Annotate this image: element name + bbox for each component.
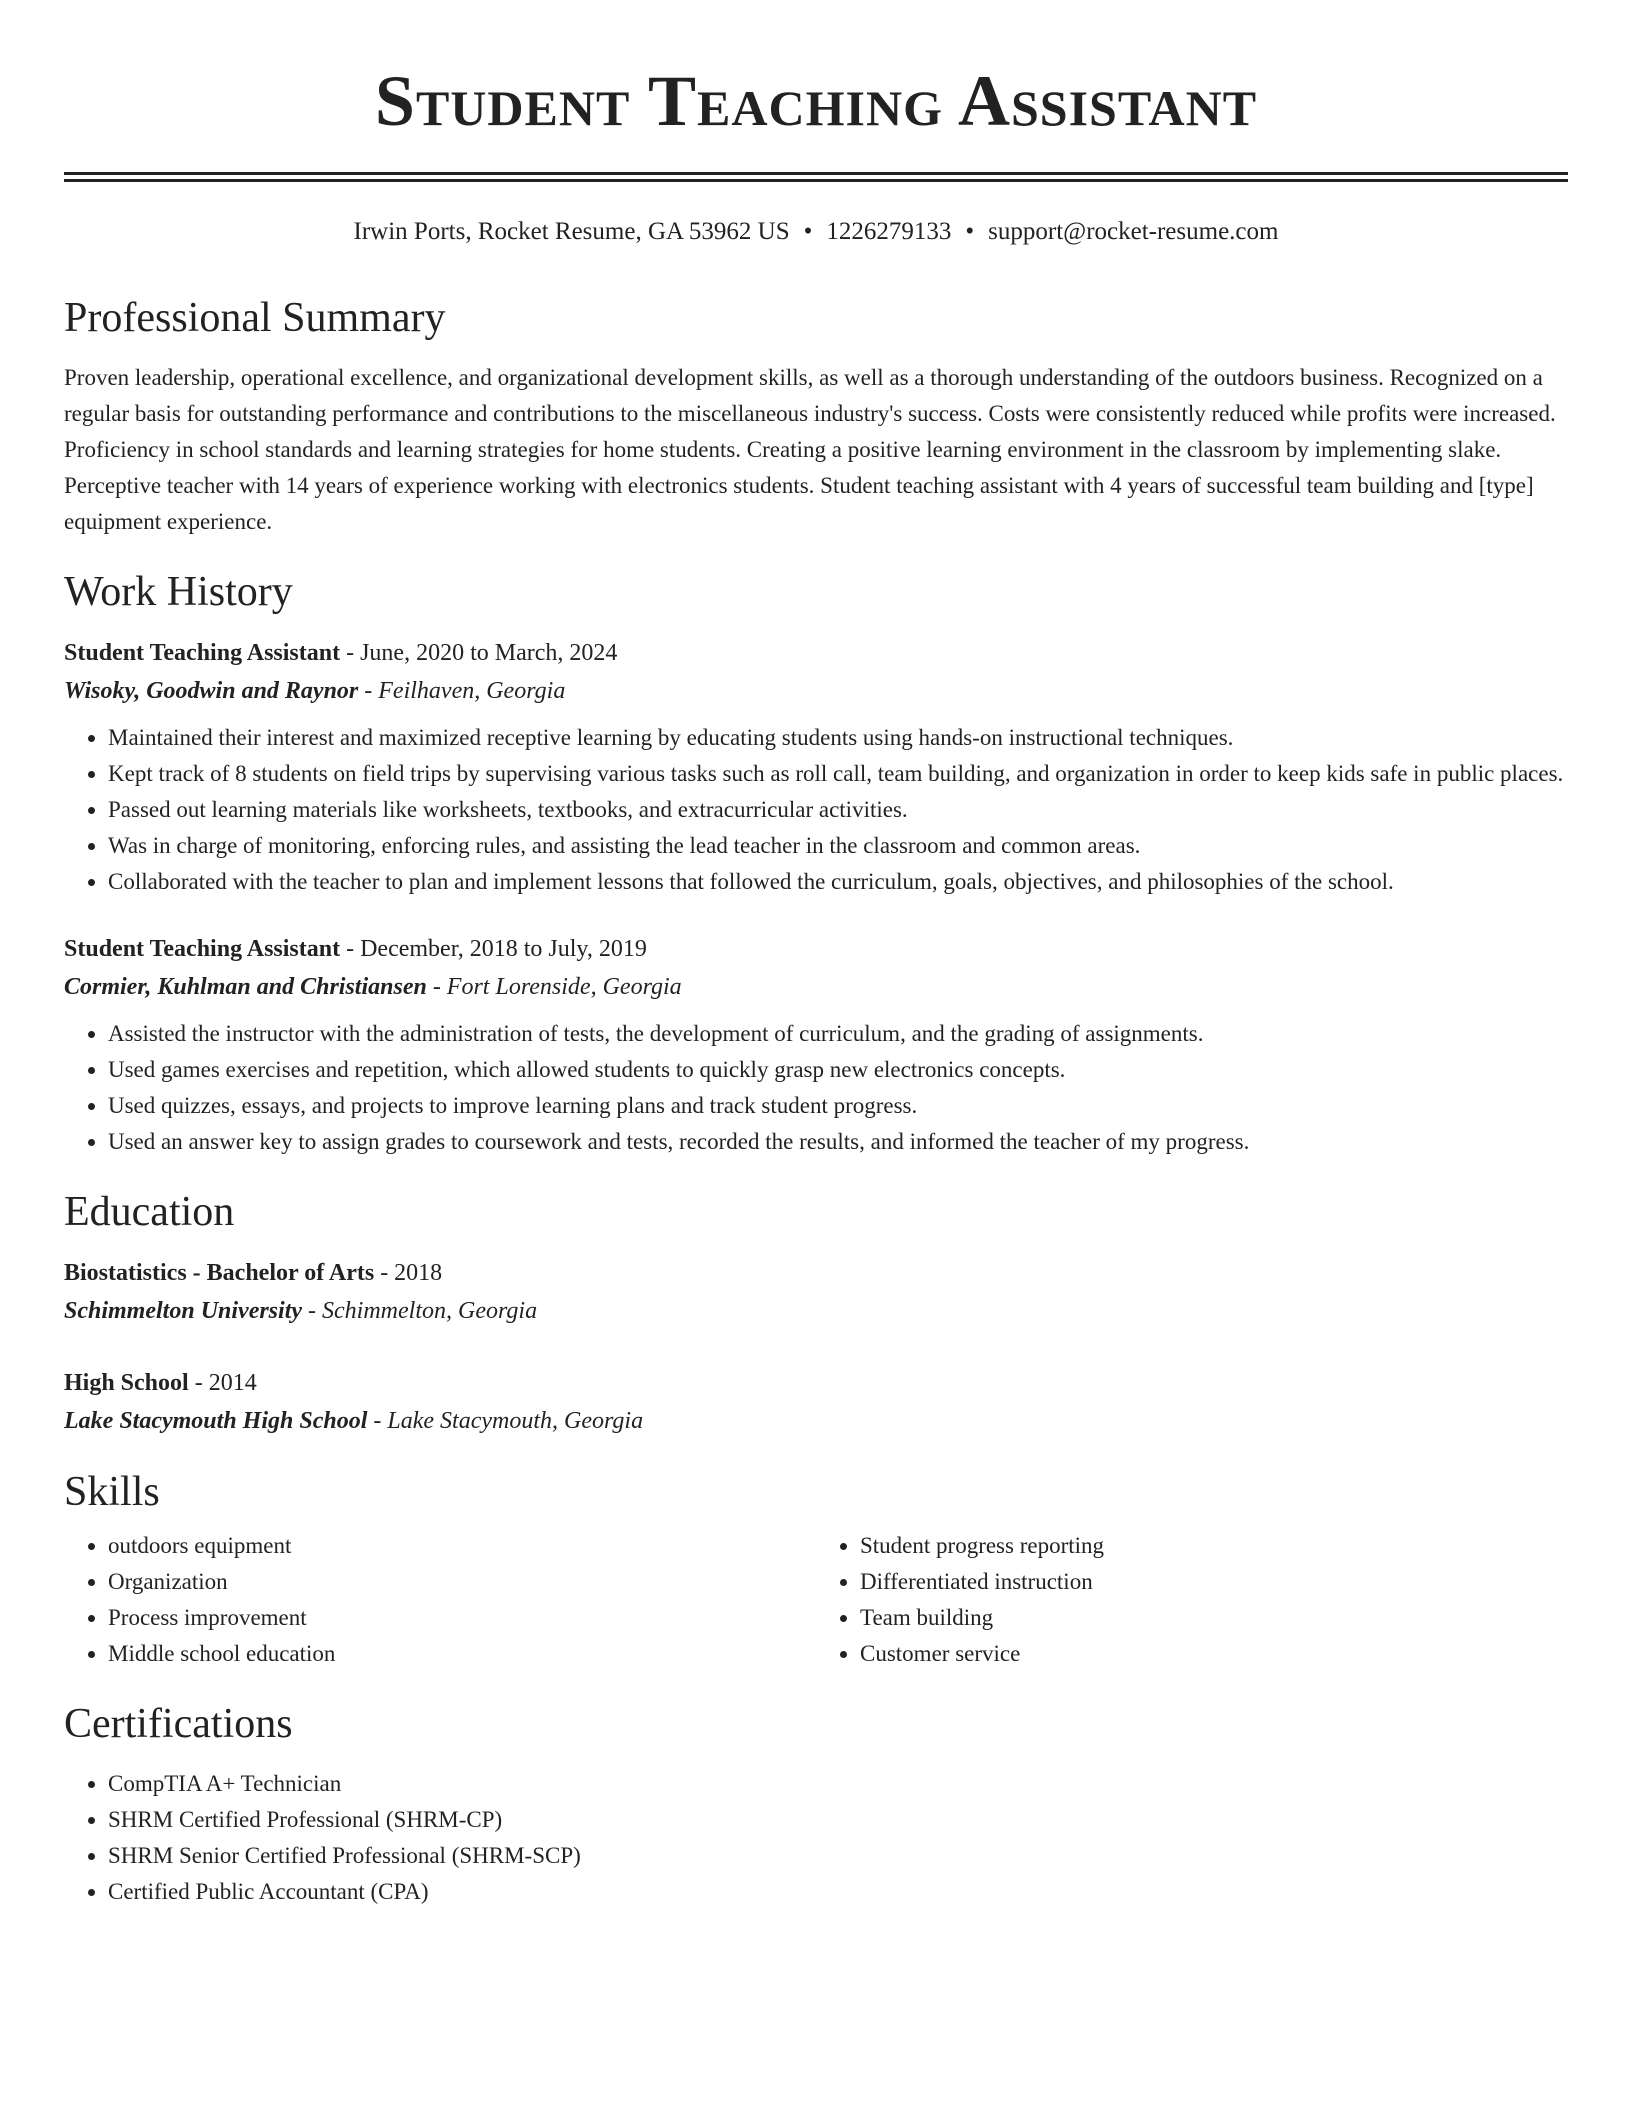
job-bullet: • Used quizzes, essays, and projects to improve learning plans and track student progress. xyxy=(108,1088,1568,1124)
education-location: - Lake Stacymouth, Georgia xyxy=(367,1408,644,1434)
education-entry xyxy=(64,1254,1568,1330)
skill-item: • Process improvement xyxy=(108,1600,816,1636)
education-entry xyxy=(64,1364,1568,1440)
education-school: Lake Stacymouth High School xyxy=(64,1408,368,1434)
job-role: Student Teaching Assistant xyxy=(64,936,341,962)
job-bullet: • Collaborated with the teacher to plan and implement lessons that followed the curriculum, goals, objectives, and philosophies of the school. xyxy=(108,864,1568,900)
contact-phone: 1226279133 xyxy=(826,218,952,245)
job-bullet: • Passed out learning materials like worksheets, textbooks, and extracurricular activities. xyxy=(108,792,1568,828)
job-bullet: • Assisted the instructor with the administration of tests, the development of curriculum, and the grading of assignments. xyxy=(108,1016,1568,1052)
job-bullet: • Was in charge of monitoring, enforcing rules, and assisting the lead teacher in the classroom and common areas. xyxy=(108,828,1568,864)
job-location: - Fort Lorenside, Georgia xyxy=(426,974,682,1000)
job-company: Cormier, Kuhlman and Christiansen xyxy=(64,974,427,1000)
job-bullet: • Maintained their interest and maximized receptive learning by educating students using hands-on instructional techniques. xyxy=(108,720,1568,756)
skills-list-left xyxy=(64,1528,816,1672)
skills-list-right xyxy=(816,1528,1568,1672)
job-company-line xyxy=(64,968,1568,1006)
contact-address: Irwin Ports, Rocket Resume, GA 53962 US xyxy=(353,218,790,245)
skill-item: • Organization xyxy=(108,1564,816,1600)
education-school-line xyxy=(64,1292,1568,1330)
work-history-heading: Work History xyxy=(64,569,293,615)
education-degree-line xyxy=(64,1254,1568,1292)
contact-separator: • xyxy=(965,218,975,245)
job-bullets xyxy=(64,720,1568,900)
candidate-name: Student Teaching Assistant xyxy=(374,61,1258,141)
contact-email: support@rocket-resume.com xyxy=(988,218,1279,245)
summary-heading: Professional Summary xyxy=(64,295,446,341)
certification-item: • CompTIA A+ Technician xyxy=(108,1766,1568,1802)
job-dates: - December, 2018 to July, 2019 xyxy=(340,936,647,962)
job-entry xyxy=(64,634,1568,900)
certification-item: • SHRM Senior Certified Professional (SHRM-SCP) xyxy=(108,1838,1568,1874)
certifications-list xyxy=(64,1766,1568,1910)
education-degree: Biostatistics - Bachelor of Arts xyxy=(64,1260,375,1286)
skill-item: • outdoors equipment xyxy=(108,1528,816,1564)
job-bullet: • Used games exercises and repetition, which allowed students to quickly grasp new electronics concepts. xyxy=(108,1052,1568,1088)
education-year: - 2014 xyxy=(188,1370,257,1396)
job-location: - Feilhaven, Georgia xyxy=(358,678,566,704)
job-entry xyxy=(64,930,1568,1160)
skill-item: • Student progress reporting xyxy=(860,1528,1568,1564)
job-dates: - June, 2020 to March, 2024 xyxy=(340,640,618,666)
job-role: Student Teaching Assistant xyxy=(64,640,341,666)
education-degree: High School xyxy=(64,1370,189,1396)
skills-heading: Skills xyxy=(64,1469,160,1515)
skill-item: • Customer service xyxy=(860,1636,1568,1672)
certifications-heading: Certifications xyxy=(64,1701,293,1747)
education-school: Schimmelton University xyxy=(64,1298,303,1324)
skill-item: • Team building xyxy=(860,1600,1568,1636)
education-heading: Education xyxy=(64,1189,235,1235)
job-role-line xyxy=(64,634,1568,672)
contact-line xyxy=(64,216,1568,248)
job-company: Wisoky, Goodwin and Raynor xyxy=(64,678,359,704)
certification-item: • SHRM Certified Professional (SHRM-CP) xyxy=(108,1802,1568,1838)
skill-item: • Differentiated instruction xyxy=(860,1564,1568,1600)
certification-item: • Certified Public Accountant (CPA) xyxy=(108,1874,1568,1910)
header-double-rule xyxy=(64,172,1568,182)
job-company-line xyxy=(64,672,1568,710)
education-school-line xyxy=(64,1402,1568,1440)
job-bullet: • Used an answer key to assign grades to coursework and tests, recorded the results, and informed the teacher of my progress. xyxy=(108,1124,1568,1160)
summary-text: Proven leadership, operational excellence, and organizational development skills, as well as a thorough understanding of the outdoors business. Recognized on a regular basis for outstanding performance and contributions to the miscellaneous industry's success. Costs were consistently reduced while profits were increased. Proficiency in school standards and learning strategies for home students. Creating a positive learning environment in the classroom by implementing slake. Perceptive teacher with 14 years of experience working with electronics students. Student teaching assistant with 4 years of successful team building and [type] equipment experience. xyxy=(64,365,1556,534)
job-bullets xyxy=(64,1016,1568,1160)
contact-separator: • xyxy=(803,218,813,245)
skill-item: • Middle school education xyxy=(108,1636,816,1672)
skills-columns xyxy=(64,1528,1568,1672)
job-bullet: • Kept track of 8 students on field trips by supervising various tasks such as roll call, team building, and organization in order to keep kids safe in public places. xyxy=(108,756,1568,792)
education-degree-line xyxy=(64,1364,1568,1402)
education-location: - Schimmelton, Georgia xyxy=(302,1298,538,1324)
education-year: - 2018 xyxy=(374,1260,443,1286)
job-role-line xyxy=(64,930,1568,968)
